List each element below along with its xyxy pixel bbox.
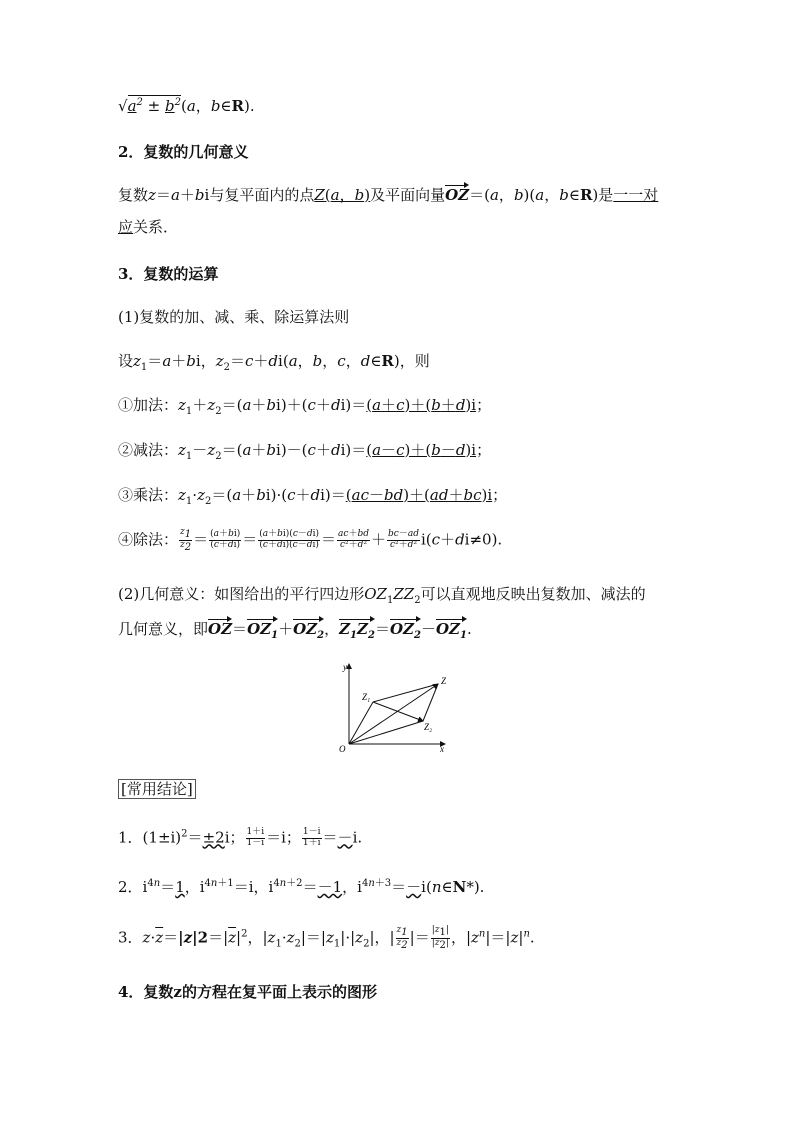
tag-text: [常用结论] xyxy=(118,779,196,799)
conclusion-2: 2．$i^{4n}=1$，$i^{4n+1}=i$，$i^{4n+2}=-1$，$i^{4n+3}=-i(n\in N*)$. xyxy=(118,878,485,896)
sqrt-radicand: $a^2 \pm b^2$ xyxy=(127,97,181,115)
parallelogram-figure xyxy=(335,658,460,758)
multiplication-rule: ③乘法：$z_1\cdot z_2=(a+bi)\cdot(c+di)=(ac-bd)+(ad+bc)i$； xyxy=(118,486,508,507)
geometric-sense-para-1: (2)几何意义：如图给出的平行四边形$OZ_1ZZ_2$可以直观地反映出复数加、减法的 xyxy=(118,585,646,606)
modulus-formula-line: $√a^2 \pm b^2(a$，b∈R). xyxy=(118,97,255,115)
addition-rule: ①加法：$z_1+z_2=(a+bi)+(c+di)=(a+c)+(b+d)i$； xyxy=(118,396,492,417)
point-z1-label: Z₁ xyxy=(362,692,371,702)
division-rule: ④除法： $\frac{z_1}{z_2}$ ＝ $\frac{(a+bi)}{(c+di)}$ ＝ $\frac{(a+bi)(c-di)}{(c+di)(c-di)}$ ＝ $\frac{ac+bd}{\text{c²＋d²}}$ ＋ $\frac{bc-ad}{\text{c²＋d²}}$ i(c＋di≠0). xyxy=(118,527,503,553)
common-conclusions-tag xyxy=(118,780,196,798)
geometric-sense-para-2: 几何意义，即$OZ=OZ_1+OZ_2$，$Z_1Z_2=OZ_2-OZ_1$. xyxy=(118,620,472,641)
point-z-label: Z xyxy=(441,676,447,686)
geometric-meaning-para-2: 应关系． xyxy=(118,218,179,236)
section-heading-operations: 3．复数的运算 xyxy=(118,265,219,283)
section-heading-equation-figures: 4．复数z的方程在复平面上表示的图形 xyxy=(118,983,377,1001)
point-z2-label: Z₂ xyxy=(424,722,433,732)
subtraction-rule: ②减法：$z_1-z_2=(a+bi)-(c+di)=(a-c)+(b-d)i$； xyxy=(118,441,492,462)
side-z1z xyxy=(373,684,438,702)
geometric-meaning-para-1: 复数z＝a＋bi与复平面内的点Z(a，b)及平面向量OZ＝(a，b)(a，b∈R)是一一对 xyxy=(118,186,659,204)
origin-label: O xyxy=(339,744,346,754)
conclusion-1: 1．$(1\pm i)^2=\pm 2i$； $\frac{1+i}{1-i}$ ＝i； $\frac{1-i}{1+i}$ ＝－i. xyxy=(118,827,363,848)
definition-line: 设$z_1=a+bi$，$z_2=c+di(a$，b，c，d∈R)，则 xyxy=(118,352,430,373)
vector-z1z2 xyxy=(373,702,423,721)
section-heading-geometric-meaning: 2．复数的几何意义 xyxy=(118,143,249,161)
conclusion-3: 3．$z\cdot\overline{z}=|z|2=|\overline{z}|^2$，$|z_1\cdot z_2|=|z_1|\cdot|z_2|$，| $\frac{z_1}{z_2}$ |＝ $\frac{|z_1|}{|z_2|}$ ，$|z^n|=|z|^n$. xyxy=(118,925,535,951)
y-axis-label: y xyxy=(343,662,347,672)
x-axis-label: x xyxy=(440,744,444,754)
sqrt-symbol: √ xyxy=(118,97,128,115)
subsection-rules: (1)复数的加、减、乘、除运算法则 xyxy=(118,308,350,326)
